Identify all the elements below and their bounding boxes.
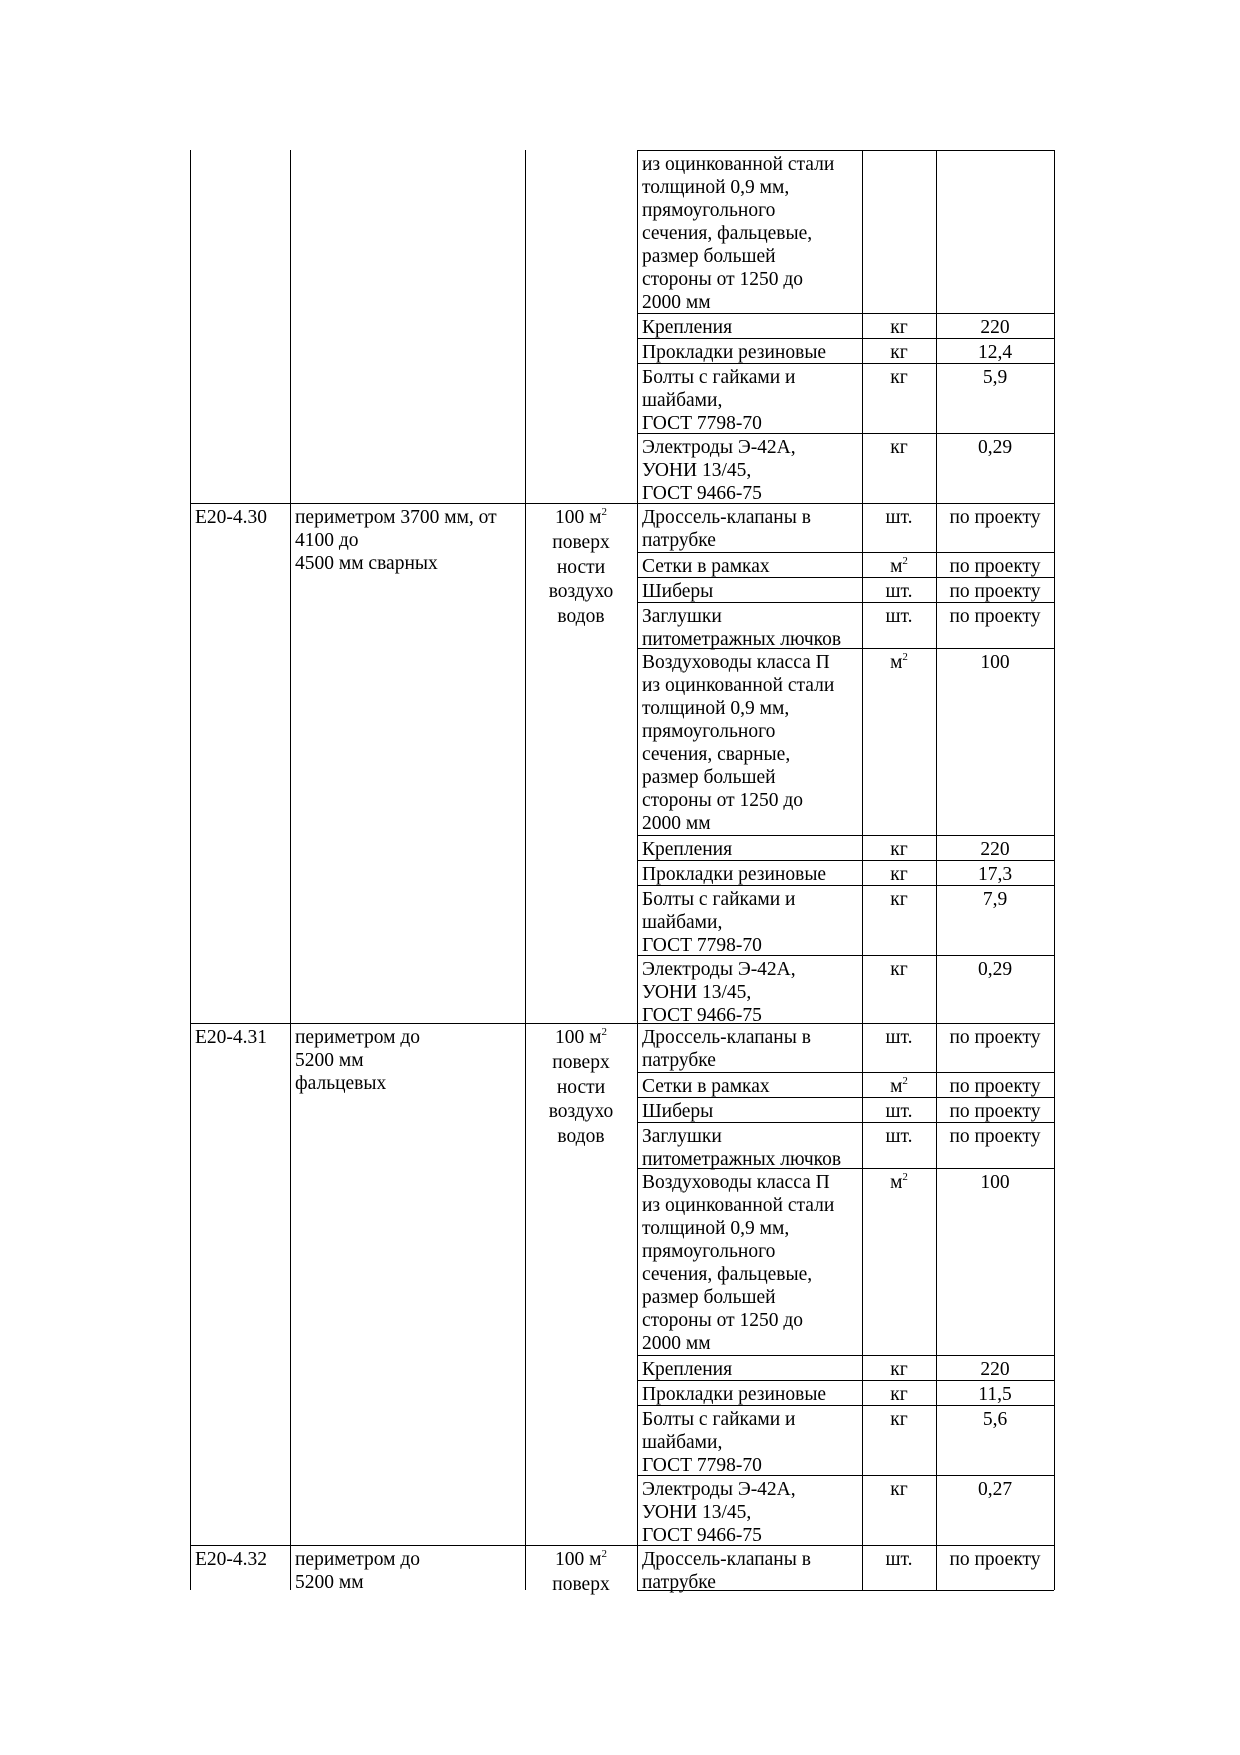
resource-name: Электроды Э-42А, УОНИ 13/45, ГОСТ 9466-75 [642,1479,796,1546]
resource-unit: кг [890,437,908,458]
resource-name: Болты с гайками и шайбами, ГОСТ 7798-70 [642,367,796,434]
resource-name: Прокладки резиновые [642,864,827,885]
resource-qty: по проекту [949,581,1041,602]
resource-qty: 7,9 [982,889,1008,910]
resource-name: Сетки в рамках [642,1076,770,1097]
resource-qty: по проекту [949,1076,1041,1097]
row-description: периметром до 5200 мм фальцевых [295,1027,421,1094]
row-divider [637,433,1054,434]
resource-unit: шт. [885,1126,913,1147]
resource-unit: кг [890,342,908,363]
resource-unit: шт. [885,606,913,627]
row-description: периметром 3700 мм, от 4100 до 4500 мм сварных [295,507,497,574]
row-divider [637,1590,1054,1591]
resource-name: Болты с гайками и шайбами, ГОСТ 7798-70 [642,1409,796,1476]
resource-qty: 220 [980,839,1010,860]
resource-unit: шт. [885,1549,913,1570]
row-divider [637,885,1054,886]
row-divider [637,1168,1054,1169]
resource-name: Шиберы [642,1101,714,1122]
resource-unit: $м^2$ [890,554,908,577]
resource-unit: кг [890,889,908,910]
resource-qty: 220 [980,317,1010,338]
resource-qty: 0,29 [977,437,1013,458]
row-divider [637,1097,1054,1098]
resource-name: Болты с гайками и шайбами, ГОСТ 7798-70 [642,889,796,956]
resource-unit: кг [890,1409,908,1430]
resource-qty: 12,4 [977,342,1013,363]
resource-qty: по проекту [949,1126,1041,1147]
row-divider [637,648,1054,649]
table-row-divider [190,1023,1054,1024]
resource-unit: кг [890,959,908,980]
row-divider [637,552,1054,553]
resource-qty: по проекту [949,1027,1041,1048]
resource-qty: 5,9 [982,367,1008,388]
resource-unit: кг [890,864,908,885]
resource-name: Шиберы [642,581,714,602]
resource-unit: $м^2$ [890,1074,908,1097]
resource-unit: кг [890,1359,908,1380]
resource-qty: по проекту [949,606,1041,627]
row-divider [637,313,1054,314]
row-description: периметром до 5200 мм [295,1549,421,1593]
row-divider [637,1122,1054,1123]
row-measure-value: 100 $м^2$ [555,1025,607,1048]
resource-name: Электроды Э-42А, УОНИ 13/45, ГОСТ 9466-75 [642,959,796,1026]
resource-qty: по проекту [949,1101,1041,1122]
resource-qty: 100 [980,1172,1010,1193]
resource-unit: кг [890,1384,908,1405]
resource-name: Прокладки резиновые [642,1384,827,1405]
resource-name: Заглушки питометражных лючков [642,1126,842,1170]
resource-unit: $м^2$ [890,1170,908,1193]
resource-qty: 5,6 [982,1409,1008,1430]
resource-qty: 0,27 [977,1479,1013,1500]
row-divider [637,363,1054,364]
row-code: Е20-4.32 [195,1549,268,1570]
row-measure-value: 100 $м^2$ [555,505,607,528]
table-top-border [637,150,1054,151]
row-code: Е20-4.31 [195,1027,268,1048]
resource-unit: шт. [885,507,913,528]
resource-qty: 0,29 [977,959,1013,980]
resource-qty: 100 [980,652,1010,673]
column-divider [525,150,526,1590]
row-code: Е20-4.30 [195,507,268,528]
row-measure-value: 100 $м^2$ [555,1547,607,1570]
table-right-border [1054,150,1055,1590]
resource-name: Крепления [642,317,733,338]
row-divider [637,338,1054,339]
table-row-divider [190,1545,1054,1546]
row-divider [637,1405,1054,1406]
resource-name: Дроссель-клапаны в патрубке [642,1027,811,1071]
resource-name: Крепления [642,839,733,860]
row-divider [637,1355,1054,1356]
resource-qty: по проекту [949,1549,1041,1570]
resource-unit: кг [890,1479,908,1500]
resource-qty: 11,5 [978,1384,1012,1405]
column-divider [637,150,638,1590]
row-measure-unit: поверх ности воздухо водов [548,1052,614,1147]
row-divider [637,1072,1054,1073]
resource-name: Сетки в рамках [642,556,770,577]
row-measure-unit: поверх ности воздухо водов [548,532,614,627]
row-divider [637,955,1054,956]
resource-unit: шт. [885,1027,913,1048]
resource-name: Заглушки питометражных лючков [642,606,842,650]
resource-unit: $м^2$ [890,650,908,673]
row-divider [637,1475,1054,1476]
table-row-divider [190,503,1054,504]
resource-name: Электроды Э-42А, УОНИ 13/45, ГОСТ 9466-75 [642,437,796,504]
resource-unit: кг [890,367,908,388]
resource-name: из оцинкованной стали толщиной 0,9 мм, прямоугольного сечения, фальцевые, размер большей стороны от 1250 до 2000 мм [642,154,835,313]
resource-qty: 220 [980,1359,1010,1380]
resource-unit: кг [890,839,908,860]
resource-name: Прокладки резиновые [642,342,827,363]
resource-unit: шт. [885,581,913,602]
resource-name: Воздуховоды класса П из оцинкованной стали толщиной 0,9 мм, прямоугольного сечения, фальцевые, размер большей стороны от 1250 до 2000 мм [642,1172,835,1354]
resource-unit: кг [890,317,908,338]
resource-name: Дроссель-клапаны в патрубке [642,1549,811,1593]
row-divider [637,835,1054,836]
row-divider [637,860,1054,861]
table-left-border [190,150,191,1590]
resource-name: Воздуховоды класса П из оцинкованной стали толщиной 0,9 мм, прямоугольного сечения, сварные, размер большей стороны от 1250 до 2000 мм [642,652,835,834]
row-divider [637,577,1054,578]
resource-unit: шт. [885,1101,913,1122]
resource-qty: по проекту [949,556,1041,577]
row-divider [637,1380,1054,1381]
resource-name: Крепления [642,1359,733,1380]
resource-qty: по проекту [949,507,1041,528]
row-divider [637,602,1054,603]
row-measure-unit: поверх [552,1574,610,1595]
column-divider [290,150,291,1590]
resource-name: Дроссель-клапаны в патрубке [642,507,811,551]
resource-qty: 17,3 [977,864,1013,885]
